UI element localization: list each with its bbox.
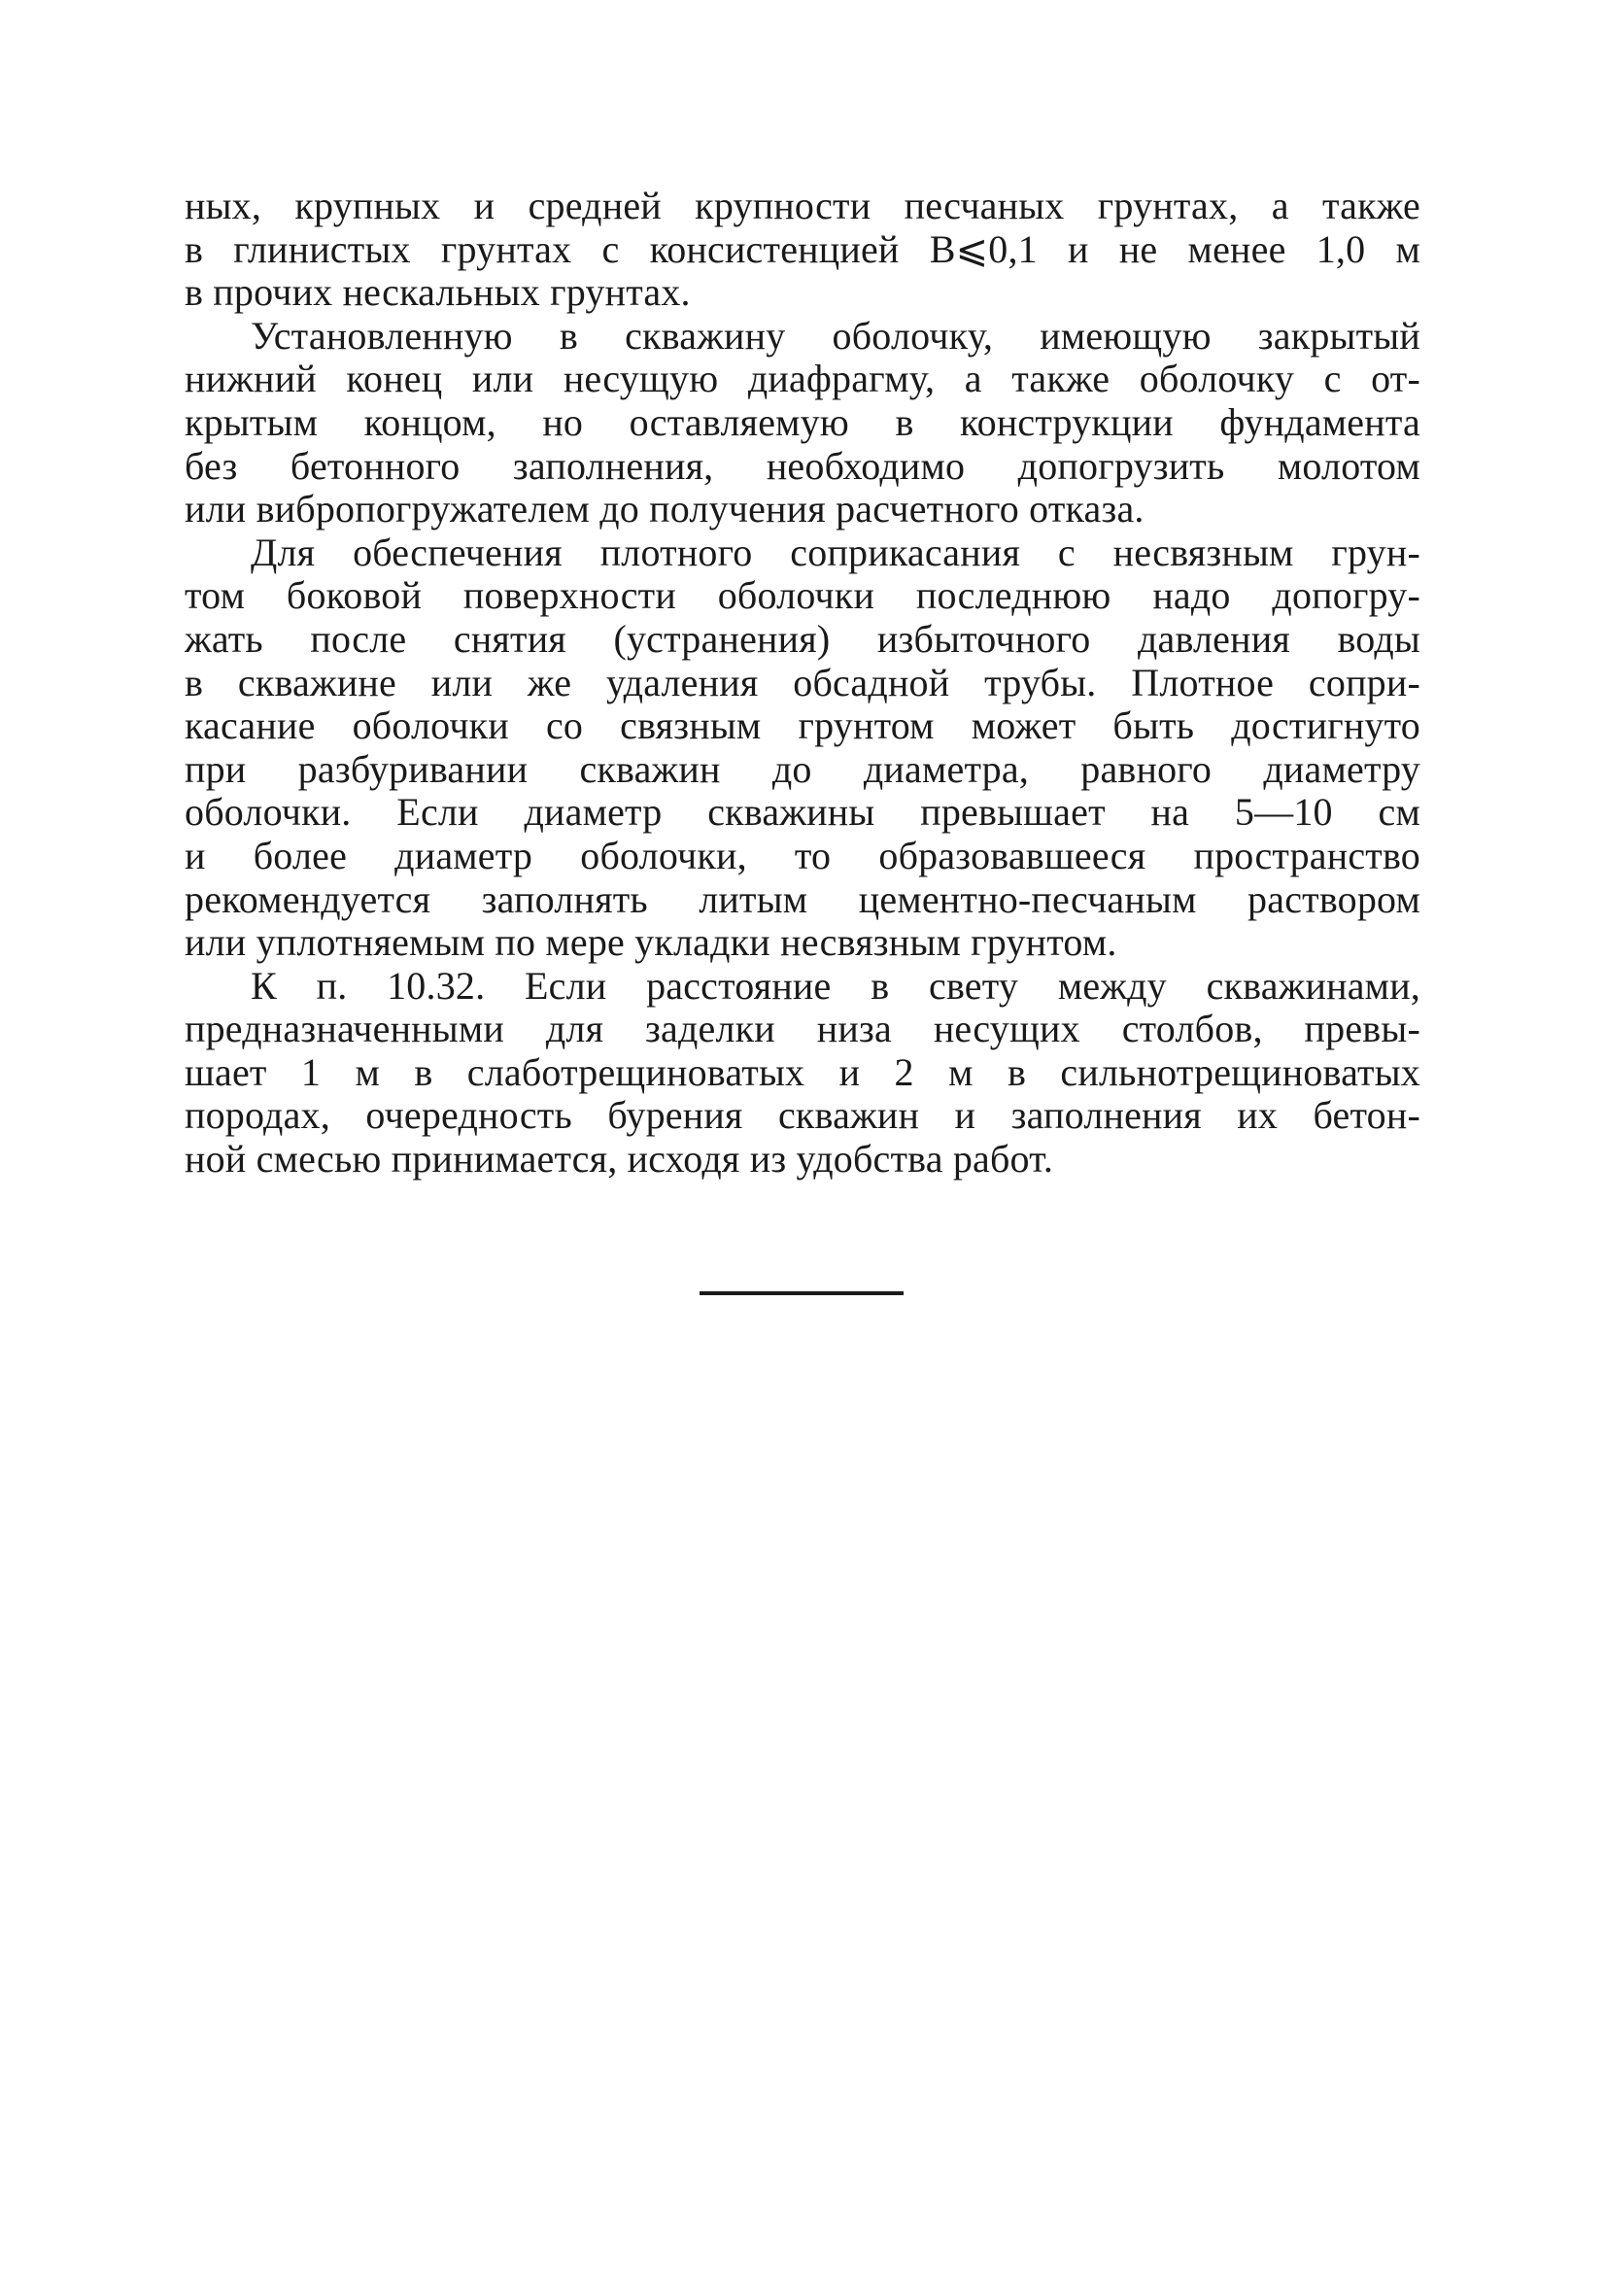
text-line: К п. 10.32. Если расстояние в свету между скважинами, [251,963,1420,1008]
text-line: ной смесью принимается, исходя из удобства работ. [185,1137,1054,1182]
text-line: и более диаметр оболочки, то образовавшееся пространство [185,833,1420,877]
text-line: крытым концом, но оставляемую в конструкции фундамента [185,399,1420,444]
text-line: Для обеспечения плотного соприкасания с несвязным грун- [251,530,1420,574]
text-line: рекомендуется заполнять литым цементно-песчаным раствором [185,876,1420,921]
text-line: или уплотняемым по мере укладки несвязным грунтом. [185,920,1117,965]
text-line: нижний конец или несущую диафрагму, а также оболочку с от- [185,357,1420,401]
text-line: в скважине или же удаления обсадной трубы. Плотное сопри- [185,660,1420,704]
section-end-rule [700,1291,904,1295]
text-line: ных, крупных и средней крупности песчаных грунтах, а также [185,184,1420,227]
text-line: касание оболочки со связным грунтом может быть достигнуто [185,703,1420,748]
text-line: оболочки. Если диаметр скважины превышает на 5—10 см [185,790,1420,835]
text-line: при разбуривании скважин до диаметра, равного диаметру [185,746,1420,791]
text-line: жать после снятия (устранения) избыточного давления воды [185,616,1420,661]
text-line: предназначенными для заделки низа несущих столбов, превы- [185,1007,1420,1051]
text-line: том боковой поверхности оболочки последнюю надо допогру- [185,573,1420,618]
text-line: породах, очередность бурения скважин и заполнения их бетон- [185,1093,1420,1138]
text-line: без бетонного заполнения, необходимо допогрузить молотом [185,443,1420,488]
text-line: в глинистых грунтах с консистенцией В⩽0,1 и не менее 1,0 м [185,226,1420,271]
text-line: шает 1 м в слаботрещиноватых и 2 м в сильнотрещиноватых [185,1049,1420,1094]
text-line: Установленную в скважину оболочку, имеющую закрытый [251,313,1420,358]
body-text [185,185,1420,1182]
text-line: в прочих нескальных грунтах. [185,270,691,315]
text-line: или вибропогружателем до получения расчетного отказа. [185,487,1145,531]
